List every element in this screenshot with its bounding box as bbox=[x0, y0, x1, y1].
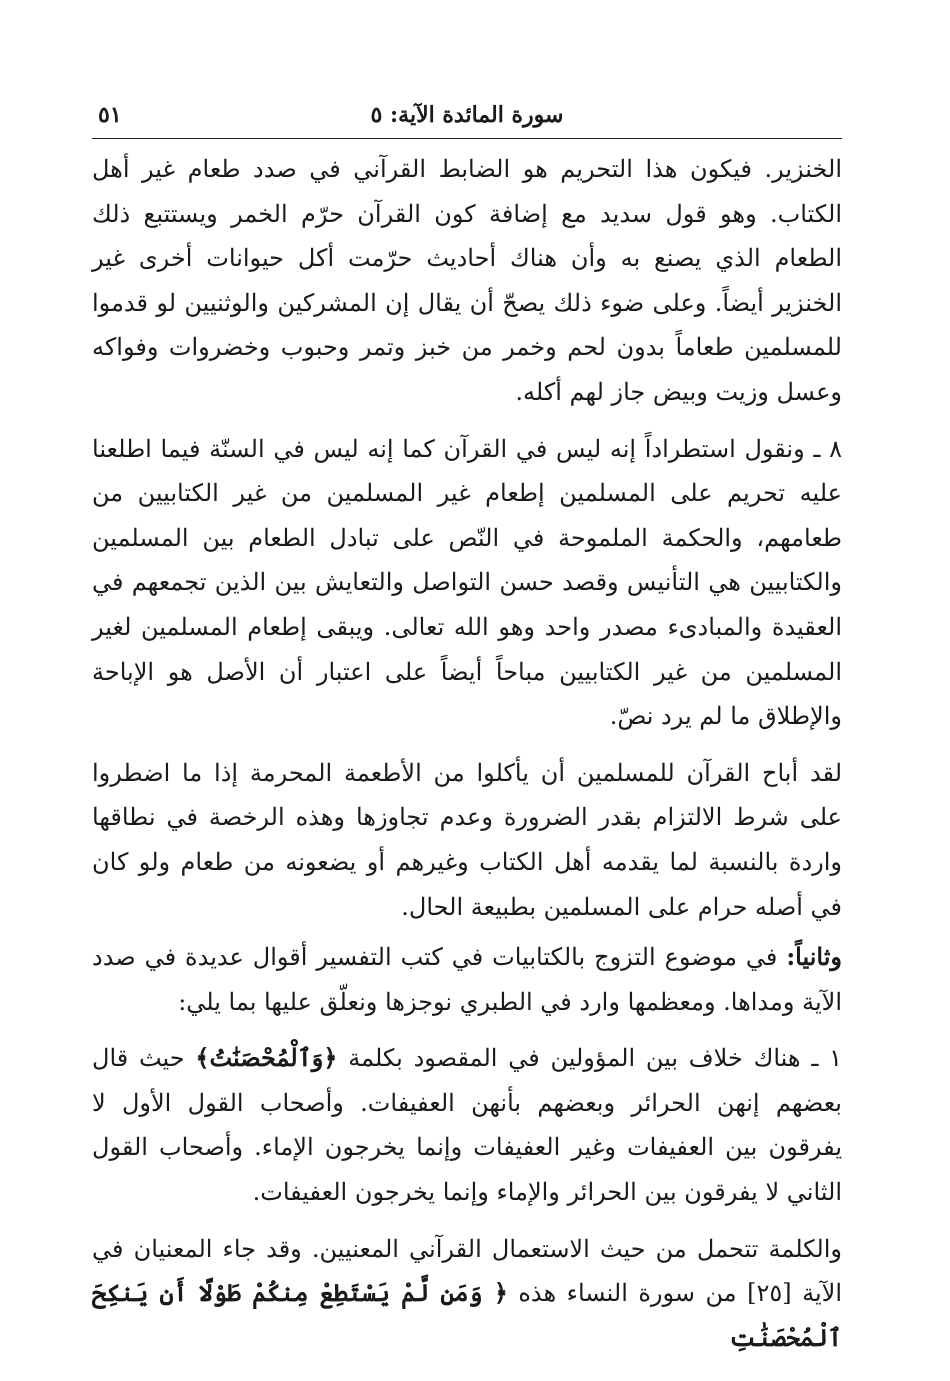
paragraph-5-text-a: ١ ـ هناك خلاف بين المؤولين في المقصود بكلمة bbox=[337, 1044, 843, 1073]
paragraph-5 bbox=[92, 1036, 842, 1214]
paragraph-2: ٨ ـ ونقول استطراداً إنه ليس في القرآن كما إنه ليس في السنّة فيما اطلعنا عليه تحريم على المسلمين إطعام غير المسلمين من غير الكتابيين من طعامهم، والحكمة الملموحة في النّص على تبادل الطعام بين المسلمين والكتابيين هي التأنيس وقصد حسن التواصل والتعايش بين الذين تجمعهم في العقيدة والمبادىء مصدر واحد وهو الله تعالى. ويبقى إطعام المسلمين لغير المسلمين من غير الكتابيين مباحاً أيضاً على اعتبار أن الأصل هو الإباحة والإطلاق ما لم يرد نصّ. bbox=[92, 434, 842, 731]
quran-quote: ﴿وَٱلْمُحْصَنَٰتُ﴾ bbox=[195, 1043, 338, 1073]
paragraph-4-lead: وثانياً: bbox=[786, 942, 842, 972]
paragraph-6 bbox=[92, 1227, 842, 1361]
paragraph-5-text-b: حيث قال بعضهم إنهن الحرائر وبعضهم بأنهن العفيفات. وأصحاب القول الأول لا يفرقون بين العفيفات وغير العفيفات وإنما يخرجون الإماء. وأصحاب القول الثاني لا يفرقون بين الحرائر والإماء وإنما يخرجون العفيفات. bbox=[92, 1044, 842, 1207]
running-title: سورة المائدة الآية: ٥ bbox=[370, 102, 564, 128]
page-header bbox=[92, 98, 842, 132]
header-rule bbox=[92, 138, 842, 139]
paragraph-6-text: والكلمة تتحمل من حيث الاستعمال القرآني المعنيين. وقد جاء المعنيان في الآية [٢٥] من سورة النساء هذه bbox=[92, 1234, 842, 1308]
page-number: ٥١ bbox=[98, 102, 122, 128]
paragraph-3: لقد أباح القرآن للمسلمين أن يأكلوا من الأطعمة المحرمة إذا ما اضطروا على شرط الالتزام بقدر الضرورة وعدم تجاوزها وهذه الرخصة في نطاقها واردة بالنسبة لما يقدمه أهل الكتاب وغيرهم أو يضعونه من طعام ولو كان في أصله حرام على المسلمين بطبيعة الحال. bbox=[92, 758, 843, 921]
paragraph-4 bbox=[92, 935, 842, 1024]
quran-verse: ﴿ وَمَن لَّمْ يَسْتَطِعْ مِنكُمْ طَوْلًا أَن يَنكِحَ ٱلْمُحْصَنَٰتِ bbox=[92, 1278, 842, 1352]
paragraph-4-text: في موضوع التزوج بالكتابيات في كتب التفسير أقوال عديدة في صدد الآية ومداها. ومعظمها وارد في الطبري نوجزها ونعلّق عليها بما يلي: bbox=[92, 943, 842, 1016]
paragraph-1: الخنزير. فيكون هذا التحريم هو الضابط القرآني في صدد طعام غير أهل الكتاب. وهو قول سديد مع إضافة كون القرآن حرّم الخمر ويستتبع ذلك الطعام الذي يصنع به وأن هناك أحاديث حرّمت أكل حيوانات أخرى غير الخنزير أيضاً. وعلى ضوء ذلك يصحّ أن يقال إن المشركين والوثنيين لو قدموا للمسلمين طعاماً بدون لحم وخمر من خبز وتمر وحبوب وخضروات وفواكه وعسل وزيت وبيض جاز لهم أكله. bbox=[92, 155, 843, 406]
page-body bbox=[92, 147, 842, 1360]
